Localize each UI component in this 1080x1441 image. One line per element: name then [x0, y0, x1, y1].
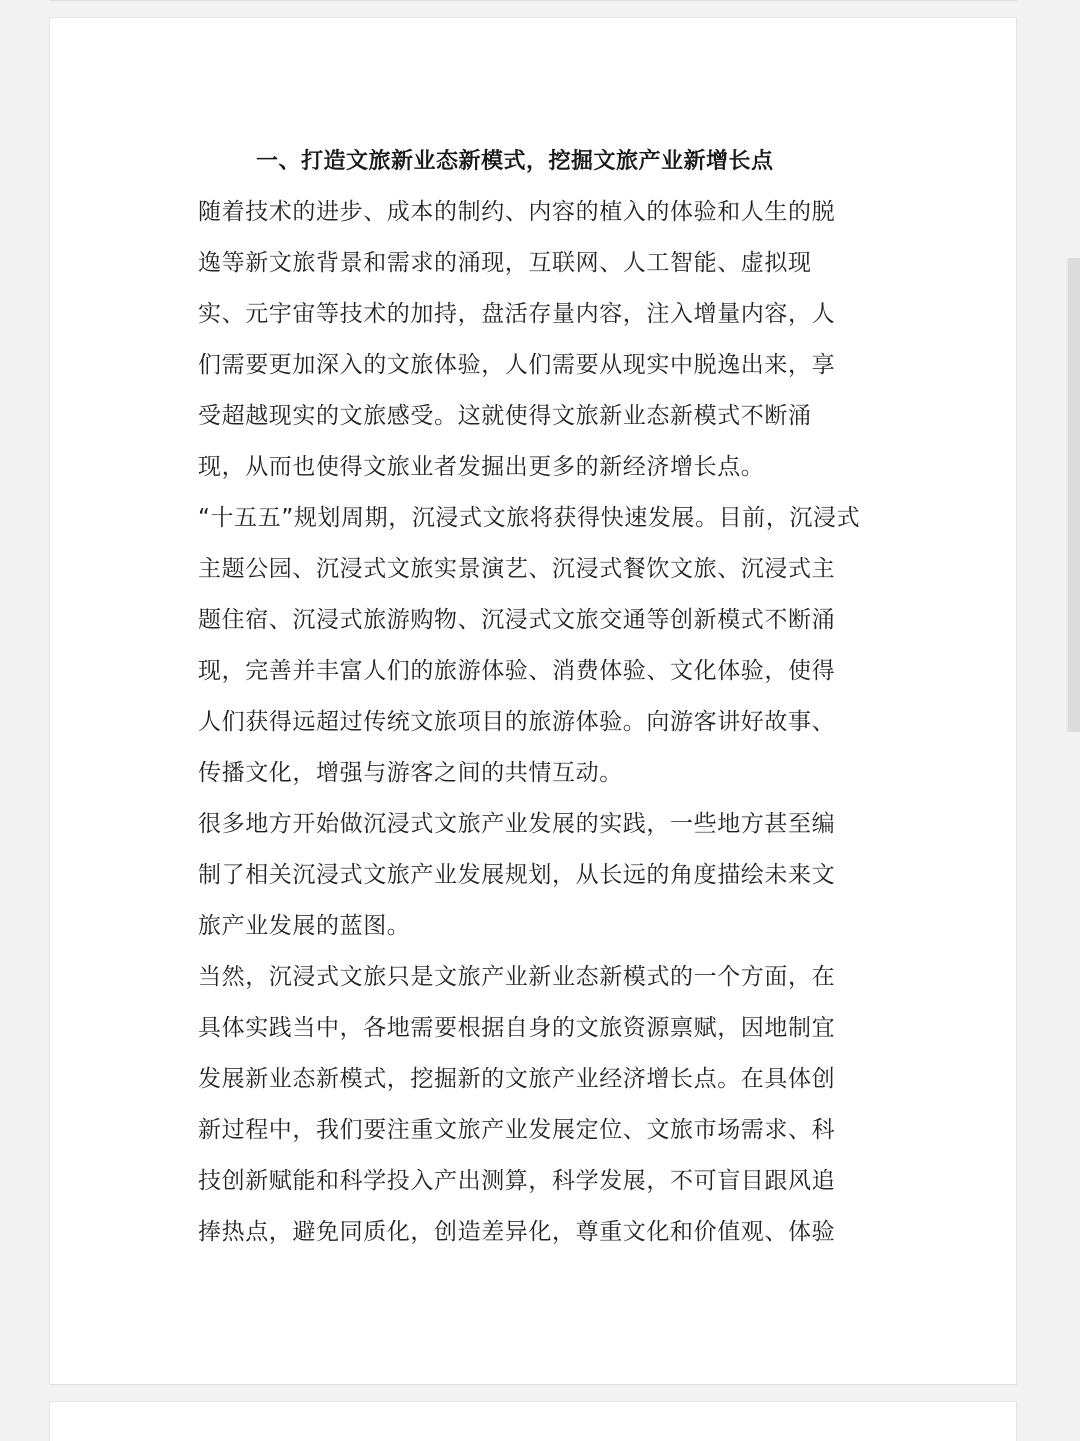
text-line: 随着技术的进步、成本的制约、内容的植入的体验和人生的脱 — [198, 199, 836, 225]
text-line: 现，完善并丰富人们的旅游体验、消费体验、文化体验，使得 — [198, 658, 836, 684]
text-line: 很多地方开始做沉浸式文旅产业发展的实践，一些地方甚至编 — [198, 811, 836, 837]
text-line: 受超越现实的文旅感受。这就使得文旅新业态新模式不断涌 — [198, 403, 812, 429]
text-line: “十五五”规划周期，沉浸式文旅将获得快速发展。目前，沉浸式 — [198, 505, 861, 531]
text-line: 捧热点，避免同质化，创造差异化，尊重文化和价值观、体验 — [198, 1219, 836, 1245]
next-page — [50, 1402, 1016, 1441]
text-line: 传播文化，增强与游客之间的共情互动。 — [198, 760, 623, 786]
text-line: 主题公园、沉浸式文旅实景演艺、沉浸式餐饮文旅、沉浸式主 — [198, 556, 836, 582]
text-line: 技创新赋能和科学投入产出测算，科学发展，不可盲目跟风追 — [198, 1168, 836, 1194]
text-line: 逸等新文旅背景和需求的涌现，互联网、人工智能、虚拟现 — [198, 250, 812, 276]
text-line: 现，从而也使得文旅业者发掘出更多的新经济增长点。 — [198, 454, 765, 480]
text-line: 具体实践当中，各地需要根据自身的文旅资源禀赋，因地制宜 — [198, 1015, 836, 1041]
section-heading: 一、打造文旅新业态新模式，挖掘文旅产业新增长点 — [256, 149, 774, 174]
text-line: 实、元宇宙等技术的加持，盘活存量内容，注入增量内容，人 — [198, 301, 836, 327]
text-line: 当然，沉浸式文旅只是文旅产业新业态新模式的一个方面，在 — [198, 964, 836, 990]
text-line: 新过程中，我们要注重文旅产业发展定位、文旅市场需求、科 — [198, 1117, 836, 1143]
text-line: 题住宿、沉浸式旅游购物、沉浸式文旅交通等创新模式不断涌 — [198, 607, 836, 633]
text-line: 发展新业态新模式，挖掘新的文旅产业经济增长点。在具体创 — [198, 1066, 836, 1092]
document-page — [50, 18, 1016, 1384]
text-line: 们需要更加深入的文旅体验，人们需要从现实中脱逸出来，享 — [198, 352, 836, 378]
text-line: 制了相关沉浸式文旅产业发展规划，从长远的角度描绘未来文 — [198, 862, 836, 888]
scrollbar-thumb[interactable] — [1068, 258, 1080, 732]
text-line: 旅产业发展的蓝图。 — [198, 913, 411, 939]
text-body — [198, 187, 878, 1258]
text-line: 人们获得远超过传统文旅项目的旅游体验。向游客讲好故事、 — [198, 709, 836, 735]
page-content — [198, 136, 878, 1258]
